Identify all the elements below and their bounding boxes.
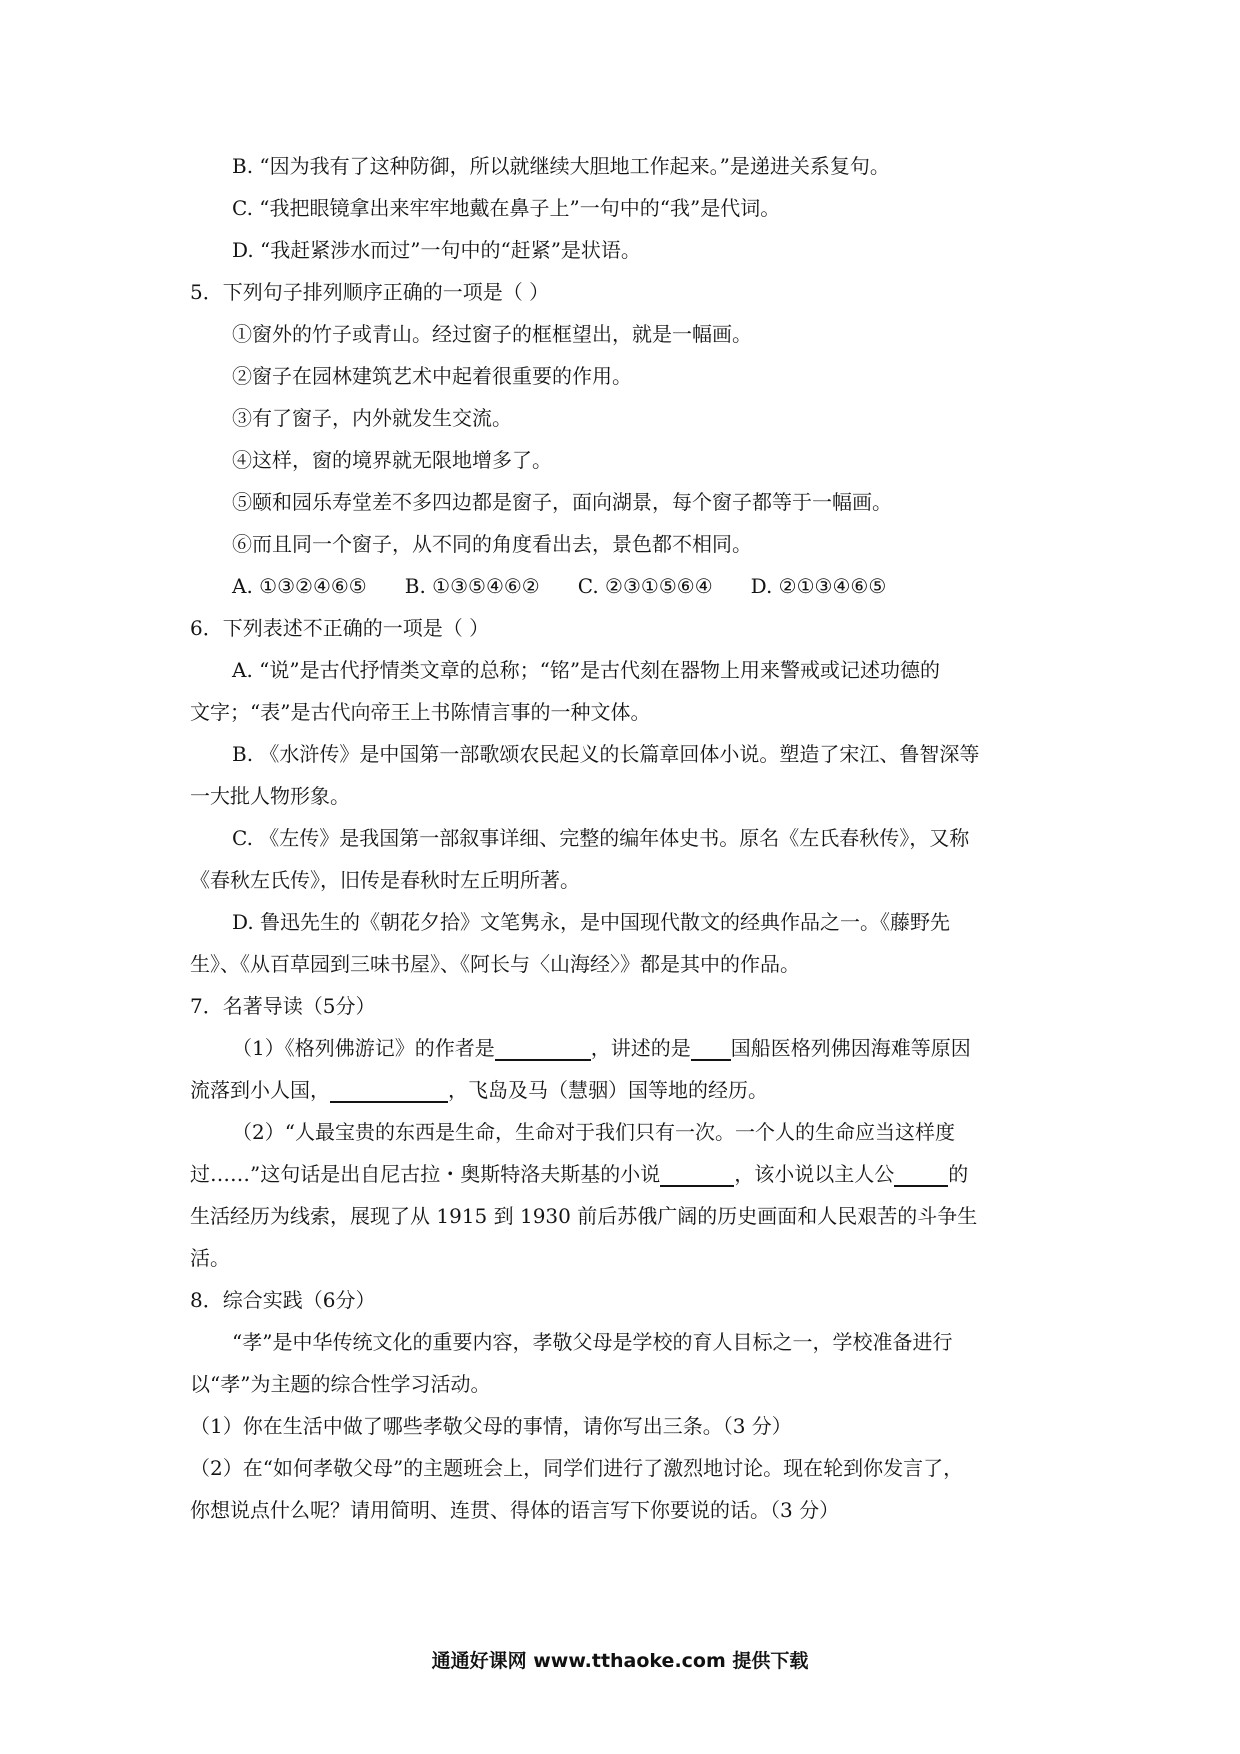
q7-part1-line2 [190, 1069, 1060, 1111]
q5-sentence-6: ⑥而且同一个窗子，从不同的角度看出去，景色都不相同。 [232, 532, 752, 556]
footer-watermark: 通通好课网 www.tthaoke.com 提供下载 [431, 1650, 809, 1672]
q5-sentence-2: ②窗子在园林建筑艺术中起着很重要的作用。 [232, 364, 632, 388]
q7-part1-text-c: 国船医格列佛因海难等原因 [730, 1036, 971, 1060]
q7-part2-text-d: 的 [948, 1162, 969, 1186]
q7-part2-line4: 活。 [190, 1246, 230, 1270]
q4-option-c: C. “我把眼镜拿出来牢牢地戴在鼻子上”一句中的“我”是代词。 [232, 196, 781, 220]
q7-part2-text-c: ，该小说以主人公 [734, 1162, 895, 1186]
q6-option-c-line1: C. 《左传》是我国第一部叙事详细、完整的编年体史书。原名《左氏春秋传》，又称 [232, 826, 970, 850]
q8-part2-line2: 你想说点什么呢？请用简明、连贯、得体的语言写下你要说的话。（3 分） [190, 1498, 840, 1522]
q6-option-d-line2: 生》、《从百草园到三味书屋》、《阿长与〈山海经〉》都是其中的作品。 [190, 952, 800, 976]
q6-option-b-line1: B. 《水浒传》是中国第一部歌颂农民起义的长篇章回体小说。塑造了宋江、鲁智深等 [232, 742, 980, 766]
q4-option-d: D. “我赶紧涉水而过”一句中的“赶紧”是状语。 [232, 238, 641, 262]
q7-part1-text-a: （1）《格列佛游记》的作者是 [232, 1036, 495, 1060]
q7-part2-line3: 生活经历为线索，展现了从 1915 到 1930 前后苏俄广阔的历史画面和人民艰苦的斗争生 [190, 1204, 978, 1228]
q4-option-b: B. “因为我有了这种防御，所以就继续大胆地工作起来。”是递进关系复句。 [232, 154, 890, 178]
q6-stem: 6．下列表述不正确的一项是（ ） [190, 616, 490, 640]
q7-part1-text-d: 流落到小人国， [190, 1078, 330, 1102]
q7-part1-text-b: ，讲述的是 [590, 1036, 691, 1060]
q7-part1-line1 [190, 1027, 1060, 1069]
q5-option-c: C. ②③①⑤⑥④ [577, 574, 713, 598]
novel-title-blank[interactable] [660, 1159, 734, 1187]
country-list-blank[interactable] [330, 1075, 448, 1103]
q7-part1-text-e: ，飞岛及马（慧骃）国等地的经历。 [448, 1078, 768, 1102]
q6-option-a-line2: 文字；“表”是古代向帝王上书陈情言事的一种文体。 [190, 700, 651, 724]
q7-stem: 7．名著导读（5分） [190, 994, 376, 1018]
q5-option-b: B. ①③⑤④⑥② [404, 574, 540, 598]
q5-options [190, 565, 1060, 607]
q8-intro-line1: “孝”是中华传统文化的重要内容，孝敬父母是学校的育人目标之一，学校准备进行 [232, 1330, 953, 1354]
q6-option-d-line1: D. 鲁迅先生的《朝花夕拾》文笔隽永，是中国现代散文的经典作品之一。《藤野先 [232, 910, 951, 934]
q5-sentence-3: ③有了窗子，内外就发生交流。 [232, 406, 512, 430]
q6-option-a-line1: A. “说”是古代抒情类文章的总称；“铭”是古代刻在器物上用来警戒或记述功德的 [232, 658, 941, 682]
q6-option-b-line2: 一大批人物形象。 [190, 784, 350, 808]
q7-part2-text-b: 过……”这句话是出自尼古拉・奥斯特洛夫斯基的小说 [190, 1162, 661, 1186]
page-content [190, 145, 1060, 1531]
q5-option-d: D. ②①③④⑥⑤ [750, 574, 887, 598]
q5-option-a: A. ①③②④⑥⑤ [232, 574, 367, 598]
q8-part1: （1）你在生活中做了哪些孝敬父母的事情，请你写出三条。（3 分） [190, 1414, 792, 1438]
q7-part2-line2 [190, 1153, 1060, 1195]
q7-part2-line1: （2）“人最宝贵的东西是生命，生命对于我们只有一次。一个人的生命应当这样度 [232, 1120, 955, 1144]
q8-part2-line1: （2）在“如何孝敬父母”的主题班会上，同学们进行了激烈地讨论。现在轮到你发言了， [190, 1456, 964, 1480]
q5-sentence-4: ④这样，窗的境界就无限地增多了。 [232, 448, 552, 472]
country-blank[interactable] [691, 1033, 731, 1061]
q8-intro-line2: 以“孝”为主题的综合性学习活动。 [190, 1372, 491, 1396]
q5-sentence-5: ⑤颐和园乐寿堂差不多四边都是窗子，面向湖景，每个窗子都等于一幅画。 [232, 490, 892, 514]
q6-option-c-line2: 《春秋左氏传》，旧传是春秋时左丘明所著。 [190, 868, 580, 892]
q5-stem: 5．下列句子排列顺序正确的一项是（ ） [190, 280, 550, 304]
author-blank[interactable] [495, 1033, 591, 1061]
q8-stem: 8．综合实践（6分） [190, 1288, 376, 1312]
q5-sentence-1: ①窗外的竹子或青山。经过窗子的框框望出，就是一幅画。 [232, 322, 752, 346]
protagonist-blank[interactable] [894, 1159, 948, 1187]
